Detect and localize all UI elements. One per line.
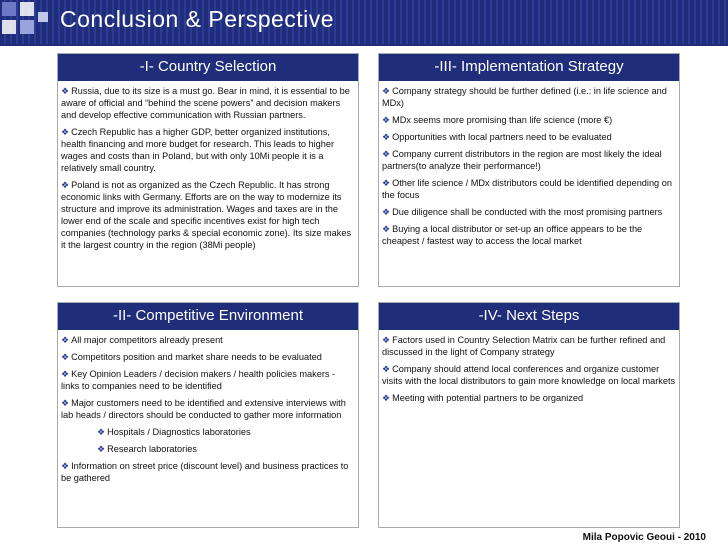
diamond-bullet-icon: ❖	[382, 132, 391, 142]
panel-body	[58, 330, 358, 526]
panel-competitive-environment	[57, 302, 359, 528]
list-item: ❖ Russia, due to its size is a must go. Bear in mind, it is essential to be aware of official and “behind the scene powers” and decision makers and develop effective communication with Russian partners.	[61, 86, 350, 120]
slide-title: Conclusion & Perspective	[60, 6, 335, 32]
list-item: ❖ Key Opinion Leaders / decision makers / health policies makers - links to companies need to be identified	[61, 369, 336, 391]
panel-title: -IV- Next Steps	[379, 303, 679, 330]
list-item: ❖ Due diligence shall be conducted with the most promising partners	[382, 207, 663, 217]
diamond-bullet-icon: ❖	[61, 398, 70, 408]
diamond-bullet-icon: ❖	[61, 335, 70, 345]
panel-country-selection	[57, 53, 359, 287]
panel-title: -III- Implementation Strategy	[379, 54, 679, 81]
diamond-bullet-icon: ❖	[382, 149, 391, 159]
diamond-bullet-icon: ❖	[382, 178, 391, 188]
list-sub-item: ❖ Hospitals / Diagnostics laboratories	[97, 427, 251, 437]
list-item: ❖ Company strategy should be further defined (i.e.: in life science and MDx)	[382, 86, 667, 108]
list-item: ❖ Factors used in Country Selection Matrix can be further refined and discussed in the light of Company strategy	[382, 335, 666, 357]
list-item: ❖ Company current distributors in the region are most likely the ideal partners(to analyze their performance!)	[382, 149, 662, 171]
title-band	[0, 0, 728, 44]
square-icon	[20, 2, 34, 16]
diamond-bullet-icon: ❖	[382, 364, 391, 374]
panel-title: -II- Competitive Environment	[58, 303, 358, 330]
title-underline	[0, 44, 728, 46]
diamond-bullet-icon: ❖	[382, 86, 391, 96]
diamond-bullet-icon: ❖	[382, 115, 391, 125]
square-icon	[20, 20, 34, 34]
list-item: ❖ Poland is not as organized as the Czech Republic. It has strong economic links with Germany. Efforts are on the way to modernize its structure and improve its administration. Wages and taxes are in the lower end of the scale and specific incentives exist for high tech companies (technology parks & special economic zone). Its size makes it the largest country in the region (38Mi people)	[61, 180, 352, 250]
list-item: ❖ Meeting with potential partners to be organized	[382, 393, 584, 403]
panel-body	[58, 81, 358, 285]
square-icon	[2, 2, 16, 16]
diamond-bullet-icon: ❖	[61, 352, 70, 362]
panel-title: -I- Country Selection	[58, 54, 358, 81]
panel-next-steps	[378, 302, 680, 528]
list-item: ❖ Opportunities with local partners need to be evaluated	[382, 132, 612, 142]
list-sub-item: ❖ Research laboratories	[97, 444, 197, 454]
list-item: ❖ All major competitors already present	[61, 335, 223, 345]
author-footer: Mila Popovic Geoui - 2010	[582, 532, 706, 543]
square-icon	[2, 20, 16, 34]
square-icon	[38, 12, 48, 22]
diamond-bullet-icon: ❖	[382, 335, 391, 345]
diamond-bullet-icon: ❖	[61, 86, 70, 96]
panel-implementation-strategy	[378, 53, 680, 287]
list-item: ❖ Other life science / MDx distributors could be identified depending on the focus	[382, 178, 672, 200]
decorative-squares	[0, 0, 60, 44]
diamond-bullet-icon: ❖	[97, 444, 106, 454]
panel-body	[379, 330, 679, 526]
diamond-bullet-icon: ❖	[61, 180, 70, 190]
diamond-bullet-icon: ❖	[97, 427, 106, 437]
list-item: ❖ Information on street price (discount level) and business practices to be gathered	[61, 461, 349, 483]
list-item: ❖ Buying a local distributor or set-up an office appears to be the cheapest / fastest way to access the local market	[382, 224, 643, 246]
list-item: ❖ MDx seems more promising than life science (more €)	[382, 115, 613, 125]
list-item: ❖ Czech Republic has a higher GDP, better organized institutions, health financing and more budget for research. This leads to higher wages and costs than in Poland, but with only 10Mi people it is a relatively small country.	[61, 127, 335, 173]
diamond-bullet-icon: ❖	[382, 224, 391, 234]
list-item: ❖ Company should attend local conferences and organize customer visits with the local distributors to gain more knowledge on local markets	[382, 364, 676, 386]
diamond-bullet-icon: ❖	[61, 127, 70, 137]
diamond-bullet-icon: ❖	[61, 369, 70, 379]
panel-body	[379, 81, 679, 285]
list-item: ❖ Competitors position and market share needs to be evaluated	[61, 352, 322, 362]
list-item: ❖ Major customers need to be identified and extensive interviews with lab heads / directors should be conducted to gather more information	[61, 398, 346, 420]
diamond-bullet-icon: ❖	[382, 393, 391, 403]
diamond-bullet-icon: ❖	[382, 207, 391, 217]
diamond-bullet-icon: ❖	[61, 461, 70, 471]
